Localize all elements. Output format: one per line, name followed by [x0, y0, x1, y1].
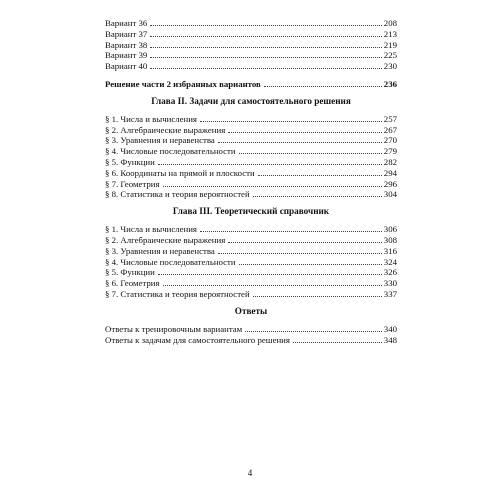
dot-leader: [293, 342, 382, 343]
toc-entry: [105, 50, 397, 61]
toc-entry-label: § 1. Числа и вычисления: [105, 113, 197, 124]
dot-leader: [245, 331, 382, 332]
dot-leader: [150, 68, 381, 69]
toc-entry-label: § 8. Статистика и теория вероятностей: [105, 189, 250, 200]
toc-entry: [105, 114, 397, 125]
toc-entry-label: § 2. Алгебраические выражения: [105, 124, 226, 135]
toc-entry-page: 304: [383, 189, 397, 200]
toc-entry-page: 330: [383, 278, 397, 289]
toc-entry-page: 267: [383, 124, 397, 135]
toc-entry: [105, 157, 397, 168]
toc-entry-page: 348: [383, 334, 397, 345]
toc-entry-label: § 7. Статистика и теория вероятностей: [105, 288, 250, 299]
chapter-2-list: [105, 114, 397, 200]
dot-leader: [150, 57, 381, 58]
dot-leader: [218, 253, 382, 254]
toc-entry-label: Вариант 40: [105, 61, 148, 72]
table-of-contents: [105, 18, 397, 345]
dot-leader: [158, 164, 382, 165]
dot-leader: [239, 264, 382, 265]
dot-leader: [163, 186, 382, 187]
toc-entry-label: Ответы к тренировочным вариантам: [105, 323, 243, 334]
toc-entry: [105, 125, 397, 136]
toc-entry-page: 296: [383, 178, 397, 189]
dot-leader: [150, 25, 381, 26]
toc-entry-page: 225: [383, 50, 397, 61]
toc-entry-label: § 4. Числовые последовательности: [105, 146, 236, 157]
dot-leader: [253, 296, 382, 297]
dot-leader: [158, 274, 382, 275]
toc-entry-label: § 1. Числа и вычисления: [105, 224, 197, 235]
dot-leader: [239, 153, 382, 154]
toc-entry: [105, 135, 397, 146]
toc-entry: [105, 18, 397, 29]
toc-entry-label: § 6. Координаты на прямой и плоскости: [105, 167, 255, 178]
toc-entry-page: 208: [383, 18, 397, 28]
toc-entry: [105, 235, 397, 246]
toc-entry-label: § 2. Алгебраические выражения: [105, 234, 226, 245]
toc-entry-page: 230: [383, 61, 397, 72]
toc-entry: [105, 179, 397, 190]
toc-entry-label: § 3. Уравнения и неравенства: [105, 135, 215, 146]
toc-entry: [105, 335, 397, 346]
dot-leader: [150, 47, 381, 48]
toc-entry-label: § 5. Функции: [105, 156, 155, 167]
page-number: 4: [247, 468, 253, 478]
toc-entry-page: 213: [383, 28, 397, 39]
toc-entry-label: Вариант 39: [105, 50, 148, 61]
toc-entry-page: 306: [383, 224, 397, 235]
toc-entry-page: 308: [383, 234, 397, 245]
toc-entry-page: 270: [383, 135, 397, 146]
chapter-3-heading: Глава III. Теоретический справочник: [172, 206, 330, 217]
toc-entry-page: 326: [383, 267, 397, 278]
toc-entry: [105, 267, 397, 278]
dot-leader: [218, 142, 382, 143]
dot-leader: [150, 36, 381, 37]
answers-heading: Ответы: [234, 305, 268, 316]
toc-entry: [105, 289, 397, 300]
toc-entry-page: 340: [383, 323, 397, 334]
toc-entry: [105, 189, 397, 200]
toc-entry-page: 279: [383, 146, 397, 157]
toc-entry-page: 324: [383, 256, 397, 267]
dot-leader: [258, 175, 382, 176]
dot-leader: [200, 231, 382, 232]
toc-entry: [105, 246, 397, 257]
toc-entry: [105, 257, 397, 268]
dot-leader: [253, 196, 382, 197]
toc-entry-label: § 3. Уравнения и неравенства: [105, 245, 215, 256]
toc-entry-label: Вариант 38: [105, 39, 148, 50]
toc-entry-page: 337: [383, 288, 397, 299]
toc-entry-label: § 4. Числовые последовательности: [105, 256, 236, 267]
toc-entry-page: 219: [383, 39, 397, 50]
toc-entry-label: Решение части 2 избранных вариантов: [105, 78, 261, 89]
toc-entry: [105, 168, 397, 179]
dot-leader: [200, 121, 382, 122]
toc-entry-label: Вариант 36: [105, 18, 148, 28]
toc-entry-label: § 6. Геометрия: [105, 278, 160, 289]
toc-entry: [105, 61, 397, 72]
solutions-entry: [105, 79, 397, 90]
toc-entry: [105, 324, 397, 335]
variants-list: [105, 18, 397, 72]
dot-leader: [228, 132, 382, 133]
toc-entry-page: 236: [383, 78, 397, 89]
toc-entry-page: 316: [383, 245, 397, 256]
toc-entry: [105, 278, 397, 289]
toc-entry-page: 257: [383, 113, 397, 124]
toc-entry: [105, 40, 397, 51]
dot-leader: [163, 285, 382, 286]
answers-list: [105, 324, 397, 346]
toc-entry-page: 282: [383, 156, 397, 167]
toc-entry: [105, 146, 397, 157]
toc-entry-page: 294: [383, 167, 397, 178]
toc-entry-label: § 5. Функции: [105, 267, 155, 278]
chapter-2-heading: Глава II. Задачи для самостоятельного решения: [151, 95, 351, 106]
dot-leader: [228, 242, 382, 243]
toc-entry: [105, 224, 397, 235]
toc-entry-label: Ответы к задачам для самостоятельного решения: [105, 334, 290, 345]
chapter-3-list: [105, 224, 397, 300]
dot-leader: [264, 86, 382, 87]
toc-entry-label: Вариант 37: [105, 28, 148, 39]
toc-entry-label: § 7. Геометрия: [105, 178, 160, 189]
toc-entry: [105, 29, 397, 40]
